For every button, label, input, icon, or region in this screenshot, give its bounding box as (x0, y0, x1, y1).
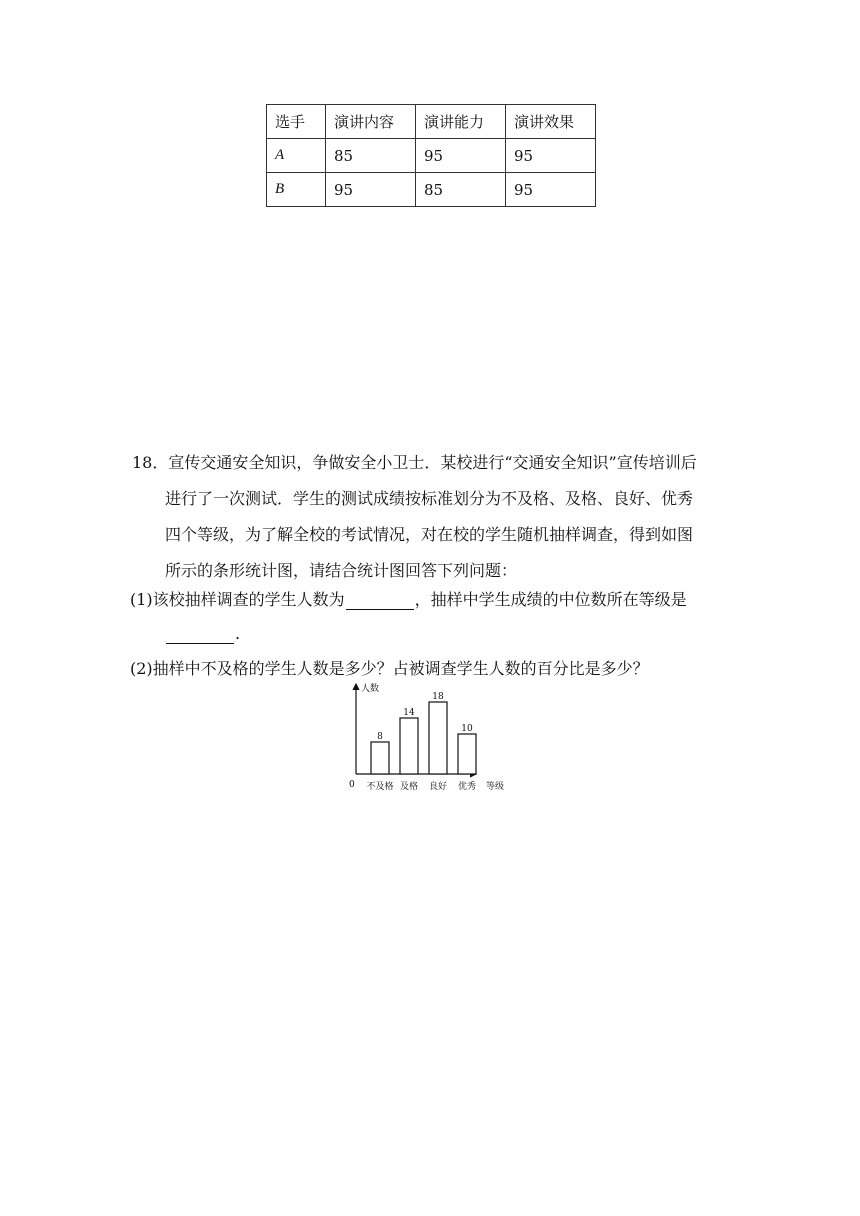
table-row (267, 173, 596, 207)
sub-question-1-text: (1)该校抽样调查的学生人数为 (130, 590, 345, 609)
x-tick-label-0: 不及格 (366, 782, 394, 792)
player-cell: A (267, 139, 326, 173)
question-18-line-1: 18．宣传交通安全知识，争做安全小卫士．某校进行“交通安全知识”宣传培训后 (132, 453, 697, 472)
bars-group (366, 692, 476, 792)
score-cell: 95 (506, 173, 596, 207)
sub-question-1-end: . (235, 624, 241, 643)
table-row (267, 139, 596, 173)
bar-chart (344, 680, 520, 796)
x-tick-label-1: 及格 (399, 782, 419, 792)
question-18-line-2: 进行了一次测试．学生的测试成绩按标准划分为不及格、及格、良好、优秀 (165, 489, 694, 508)
origin-label: 0 (349, 780, 355, 790)
x-axis-label: 等级 (486, 782, 505, 792)
bar-0 (371, 742, 389, 774)
header-cell: 演讲内容 (326, 105, 416, 139)
score-cell: 85 (416, 173, 506, 207)
sub-question-1-text-2: ，抽样中学生成绩的中位数所在等级是 (414, 590, 687, 609)
sub-question-2: (2)抽样中不及格的学生人数是多少？占被调查学生人数的百分比是多少？ (130, 659, 649, 678)
bar-1 (400, 718, 418, 774)
answer-blank-median-grade[interactable] (166, 627, 234, 644)
score-cell: 85 (326, 139, 416, 173)
bar-value-label-0: 8 (377, 732, 383, 742)
header-cell: 演讲效果 (506, 105, 596, 139)
header-cell: 选手 (267, 105, 326, 139)
question-18-line-4: 所示的条形统计图，请结合统计图回答下列问题： (165, 561, 518, 580)
score-table (266, 104, 596, 207)
score-cell: 95 (326, 173, 416, 207)
y-axis-label: 人数 (361, 684, 380, 694)
bar-value-label-3: 10 (461, 724, 473, 734)
score-cell: 95 (416, 139, 506, 173)
header-cell: 演讲能力 (416, 105, 506, 139)
sub-question-1-continued (165, 624, 240, 644)
sub-question-1 (130, 590, 687, 610)
question-18-line-3: 四个等级，为了解全校的考试情况，对在校的学生随机抽样调查，得到如图 (165, 525, 694, 544)
bar-value-label-2: 18 (432, 692, 444, 702)
table-header-row (267, 105, 596, 139)
x-tick-label-3: 优秀 (457, 782, 477, 792)
answer-blank-sample-size[interactable] (346, 593, 414, 610)
x-tick-label-2: 良好 (428, 782, 448, 792)
bar-2 (429, 702, 447, 774)
bar-value-label-1: 14 (403, 708, 415, 718)
score-cell: 95 (506, 139, 596, 173)
player-cell: B (267, 173, 326, 207)
bar-3 (458, 734, 476, 774)
